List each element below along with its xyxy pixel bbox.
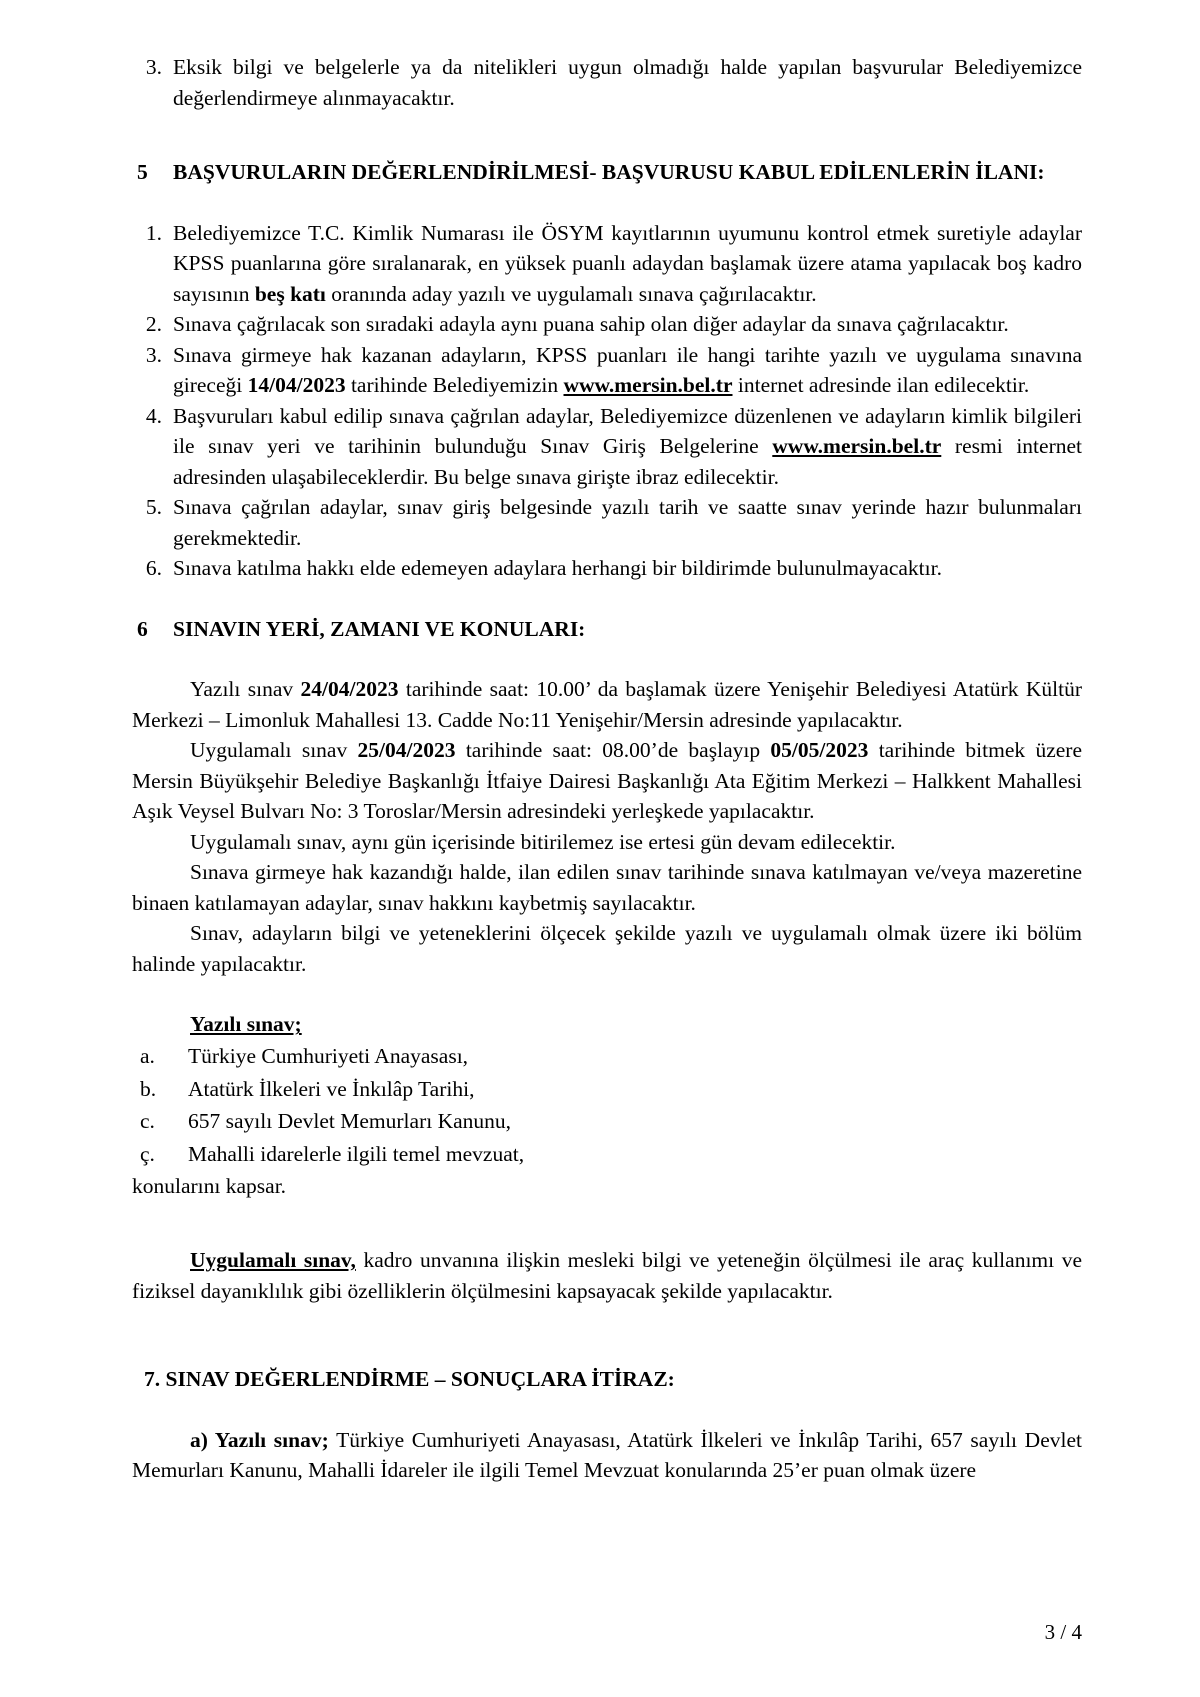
text-run: Uygulamalı sınav <box>190 738 358 763</box>
written-exam-closing: konularını kapsar. <box>132 1173 287 1198</box>
text-run: kadro unvanına ilişkin mesleki bilgi ve yeteneğin ölçülmesi ile araç kullanımı ve fiziksel dayanıklılık gibi özelliklerin ölçülmesini kapsayacak şekilde yapılacaktır. <box>132 1248 1082 1303</box>
list-item-text: Eksik bilgi ve belgelerle ya da nitelikleri uygun olmadığı halde yapılan başvurular Belediyemizce değerlendirmeye alınmayacaktır. <box>173 55 1082 110</box>
text-run: Yazılı sınav <box>190 677 301 702</box>
exam-date-written: 24/04/2023 <box>300 677 399 702</box>
list-item <box>132 1073 1082 1106</box>
text-run: internet adresinde ilan edilecektir. <box>732 373 1030 398</box>
spacer <box>132 1395 1082 1425</box>
list-item <box>132 218 1082 310</box>
list-item <box>132 401 1082 493</box>
page-number: 3 / 4 <box>1044 1620 1082 1644</box>
section-6-title: SINAVIN YERİ, ZAMANI VE KONULARI: <box>173 616 586 641</box>
list-marker: c. <box>140 1109 155 1134</box>
bold-run: beş katı <box>254 281 326 306</box>
exam-date-practical-end: 05/05/2023 <box>770 738 869 763</box>
list-marker: 1. <box>145 220 162 245</box>
written-exam-label: Yazılı sınav; <box>190 1012 302 1037</box>
list-marker: 3. <box>145 342 162 367</box>
spacer <box>132 188 1082 218</box>
list-item <box>132 52 1082 113</box>
list-item <box>132 492 1082 553</box>
list-item-text: Türkiye Cumhuriyeti Anayasası, <box>188 1043 469 1068</box>
text-run: Belediyemizce T.C. Kimlik Numarası ile ÖSYM kayıtlarının uyumunu kontrol etmek suretiyle adaylar KPSS puanlarına göre sıralanarak, en yüksek puanlı adaydan başlamak üzere atama yapılacak boş kadro sayısının <box>173 220 1082 306</box>
list-item-text <box>173 401 1082 493</box>
text-run: resmi internet adresinden ulaşabileceklerdir. Bu belge sınava girişte ibraz edilecektir. <box>173 434 1082 489</box>
website-link[interactable]: www.mersin.bel.tr <box>772 434 942 459</box>
section-5-number: 5 <box>137 160 148 185</box>
list-item-text <box>173 492 1082 553</box>
text-run: Sınava çağrılan adaylar, sınav giriş belgesinde yazılı tarih ve saatte sınav yerinde hazır bulunmaları gerekmektedir. <box>173 495 1082 550</box>
spacer <box>132 584 1082 614</box>
list-marker: 6. <box>145 556 162 581</box>
text-run: oranında aday yazılı ve uygulamalı sınava çağırılacaktır. <box>325 281 817 306</box>
list-marker: ç. <box>140 1141 155 1166</box>
text-run: tarihinde saat: 08.00’de başlayıp <box>455 738 771 763</box>
website-link[interactable]: www.mersin.bel.tr <box>563 373 733 398</box>
spacer <box>132 644 1082 674</box>
bold-run: 14/04/2023 <box>247 373 346 398</box>
text-run: tarihinde bitmek üzere Mersin Büyükşehir Belediye Başkanlığı İtfaiye Dairesi Başkanlığı Ata Eğitim Merkezi – Halkkent Mahallesi Aşık Veysel Bulvarı No: 3 Toroslar/Mersin adresindeki yerleşkede yapılacaktır. <box>132 738 1083 824</box>
section-5-list <box>132 218 1082 584</box>
section-5-heading <box>132 157 1082 188</box>
list-item <box>132 309 1082 340</box>
text-run: tarihinde saat: 10.00’ da başlamak üzere Yenişehir Belediyesi Atatürk Kültür Merkezi – Limonluk Mahallesi 13. Cadde No:11 Yenişehir/Mersin adresinde yapılacaktır. <box>132 677 1082 732</box>
list-item-text: Atatürk İlkeleri ve İnkılâp Tarihi, <box>188 1076 475 1101</box>
list-item <box>132 340 1082 401</box>
paragraph-written-exam <box>132 674 1082 735</box>
list-item <box>132 1040 1082 1073</box>
list-item-text: 657 sayılı Devlet Memurları Kanunu, <box>188 1109 512 1134</box>
list-marker: 4. <box>145 403 162 428</box>
section7-a-label: a) Yazılı sınav; <box>190 1427 329 1452</box>
list-item <box>132 553 1082 584</box>
spacer <box>132 979 1082 1009</box>
spacer <box>132 1306 1082 1364</box>
list-item-text <box>173 218 1082 310</box>
text-run: Başvuruları kabul edilip sınava çağrılan adaylar, Belediyemizce düzenlenen ve adayların kimlik bilgileri ile sınav yeri ve tarihinin bulunduğu Sınav Giriş Belgelerine <box>173 403 1082 459</box>
paragraph-practical-exam <box>132 735 1082 827</box>
list-item-text: Mahalli idarelerle ilgili temel mevzuat, <box>188 1141 525 1166</box>
list-marker: b. <box>140 1076 157 1101</box>
list-marker: 2. <box>145 312 162 337</box>
list-marker: a. <box>140 1043 155 1068</box>
list-item-text <box>173 340 1082 401</box>
paragraph-two-parts: Sınav, adayların bilgi ve yeteneklerini ölçecek şekilde yazılı ve uygulamalı olmak üzere iki bölüm halinde yapılacaktır. <box>132 921 1082 976</box>
list-item <box>132 1105 1082 1138</box>
text-run: Sınava girmeye hak kazanan adayların, KPSS puanları ile hangi tarihte yazılı ve uygulama sınavına gireceği <box>173 342 1082 398</box>
section-6-number: 6 <box>137 616 148 641</box>
text-run: Türkiye Cumhuriyeti Anayasası, Atatürk İlkeleri ve İnkılâp Tarihi, 657 sayılı Devlet Memurları Kanunu, Mahalli İdareler ile ilgili Temel Mevzuat konularında 25’er puan olmak üzere <box>132 1427 1082 1483</box>
list-item-text <box>173 553 1082 584</box>
written-exam-topics-list <box>132 1040 1082 1171</box>
practical-exam-label: Uygulamalı sınav, <box>190 1248 356 1273</box>
list-item <box>132 1138 1082 1171</box>
paragraph-absent-candidates: Sınava girmeye hak kazandığı halde, ilan edilen sınav tarihinde sınava katılmayan ve/veya mazeretine binaen katılamayan adaylar, sınav hakkını kaybetmiş sayılacaktır. <box>132 860 1082 915</box>
exam-date-practical-start: 25/04/2023 <box>357 738 456 763</box>
paragraph-next-day: Uygulamalı sınav, aynı gün içerisinde bitirilemez ise ertesi gün devam edilecektir. <box>190 829 896 854</box>
list-marker: 3. <box>145 55 162 79</box>
text-run: Sınava katılma hakkı elde edemeyen adaylara herhangi bir bildirimde bulunulmayacaktır. <box>173 556 942 581</box>
paragraph-practical-exam-scope <box>132 1245 1082 1306</box>
text-run: Sınava çağrılacak son sıradaki adayla aynı puana sahip olan diğer adaylar da sınava çağrılacaktır. <box>173 312 1009 337</box>
list-marker: 5. <box>145 495 162 520</box>
list-item-text <box>173 309 1082 340</box>
spacer <box>132 1201 1082 1245</box>
paragraph-section7-a <box>132 1425 1082 1486</box>
text-run: tarihinde Belediyemizin <box>345 373 564 398</box>
section-7-heading: 7. SINAV DEĞERLENDİRME – SONUÇLARA İTİRAZ: <box>144 1367 675 1392</box>
section-6-heading <box>132 614 1082 645</box>
carryover-list <box>132 52 1082 113</box>
section-5-title: BAŞVURULARIN DEĞERLENDİRİLMESİ- BAŞVURUSU KABUL EDİLENLERİN İLANI: <box>173 160 1045 185</box>
spacer <box>132 113 1082 157</box>
document-body <box>132 52 1082 1486</box>
